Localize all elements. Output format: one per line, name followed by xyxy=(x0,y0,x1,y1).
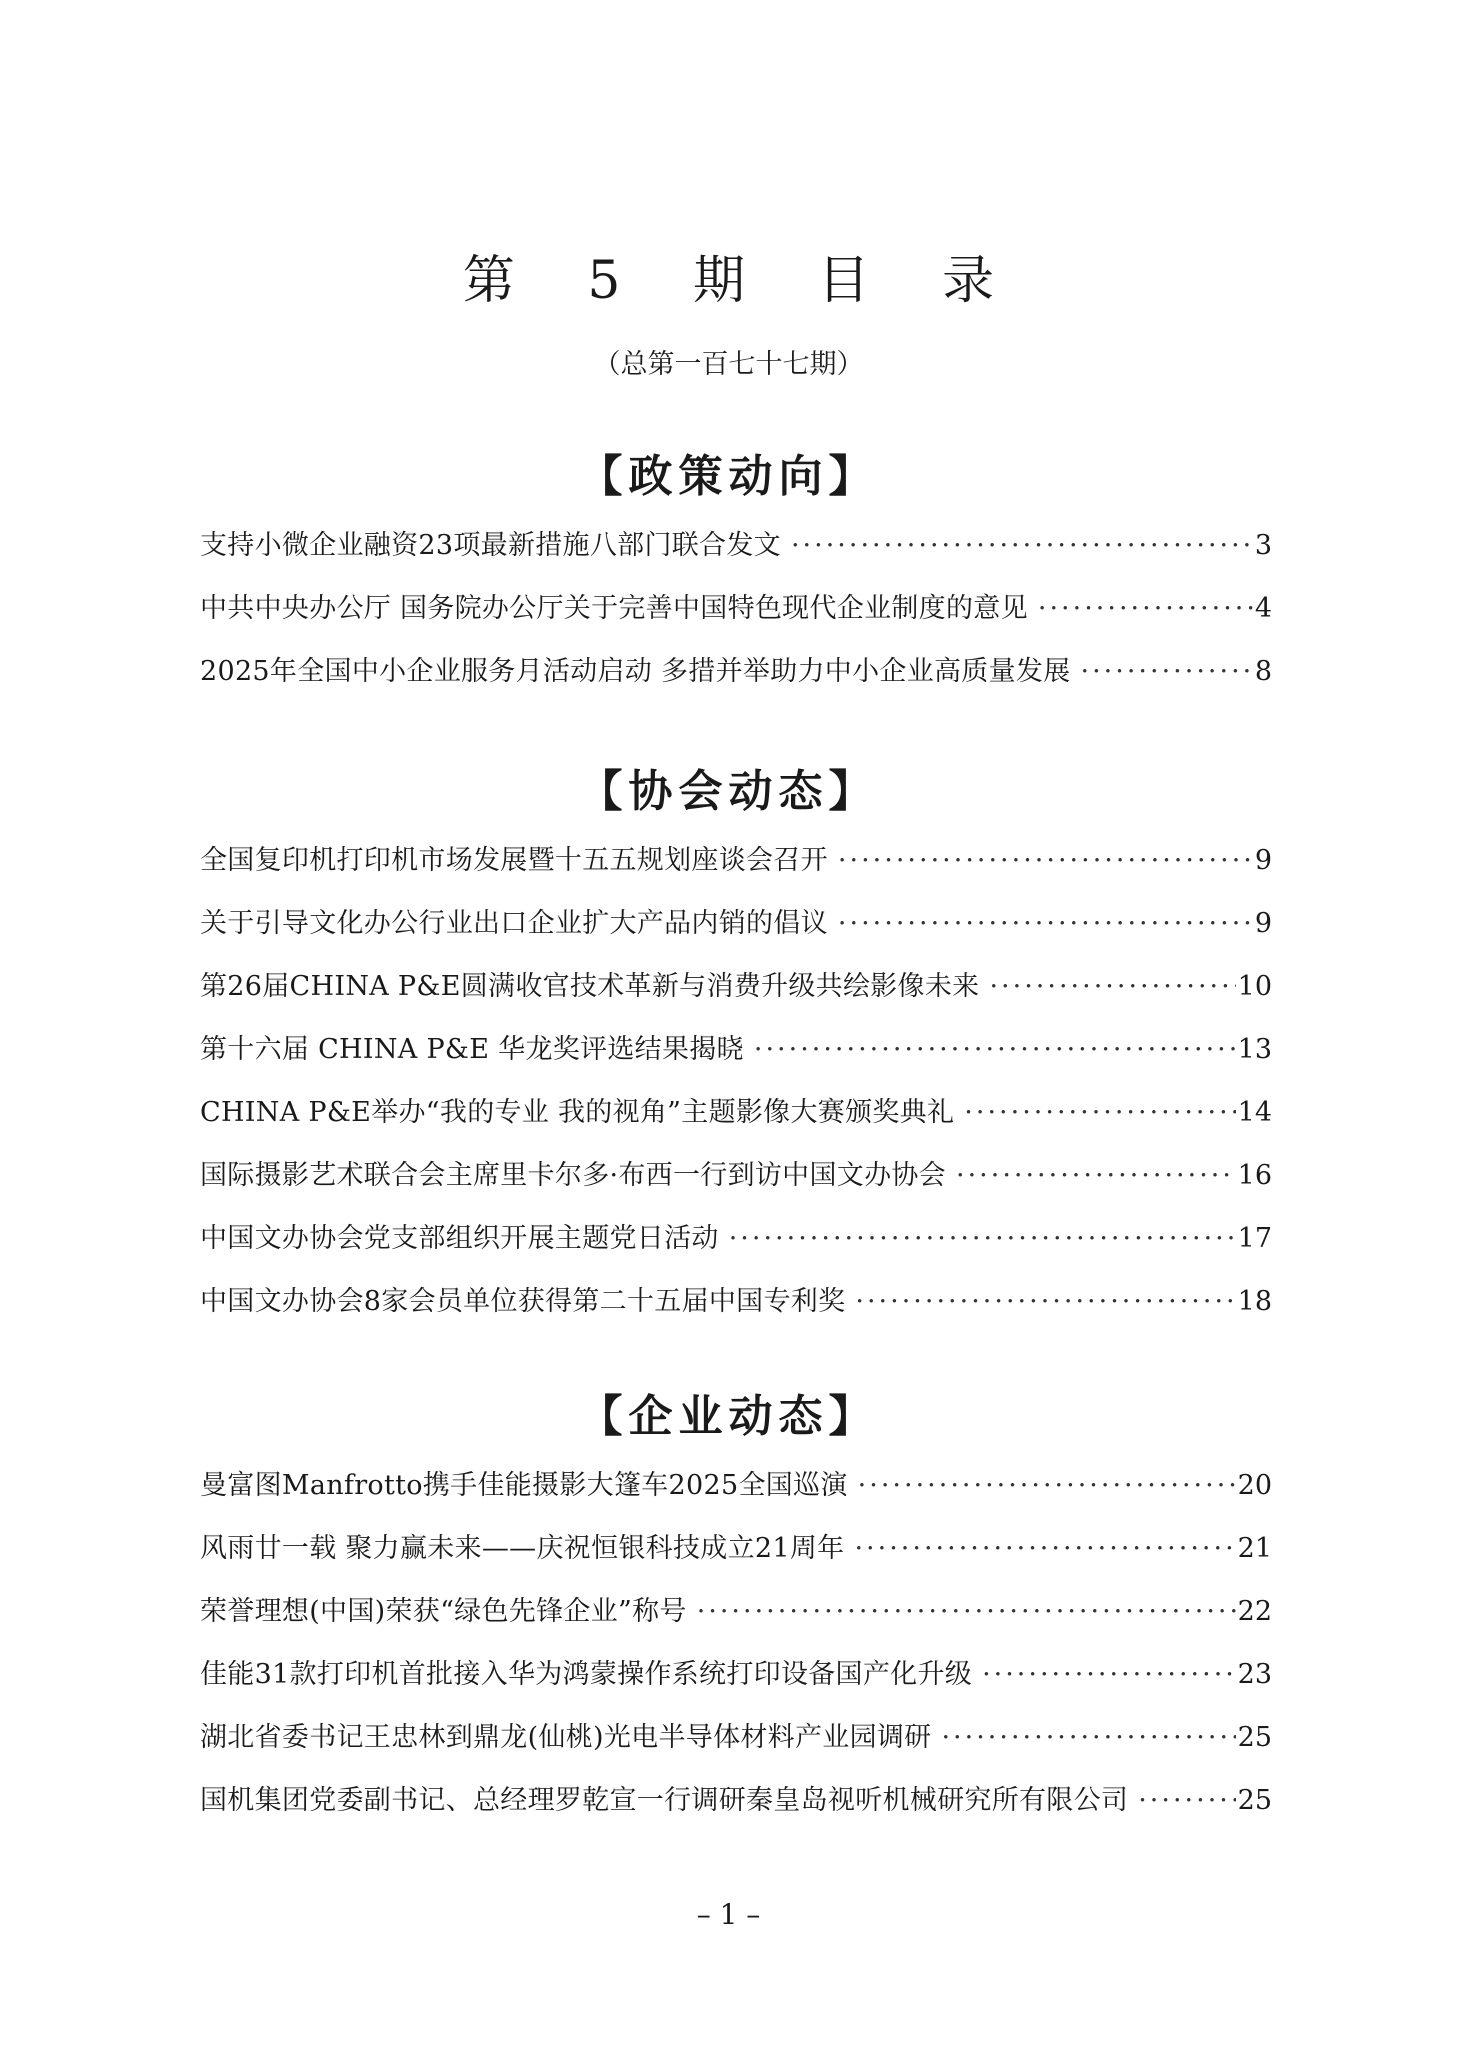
page-number: – 1 – xyxy=(696,1898,761,1931)
toc-entry-page: 16 xyxy=(1237,1160,1272,1191)
toc-list-association xyxy=(200,845,1272,1349)
toc-entry[interactable] xyxy=(200,1034,1272,1097)
toc-entry-title: 风雨廿一载 聚力赢未来——庆祝恒银科技成立21周年 xyxy=(200,1533,845,1564)
leader-dots xyxy=(858,1470,1236,1502)
toc-entry-page: 9 xyxy=(1254,845,1272,876)
toc-entry[interactable] xyxy=(200,1722,1272,1785)
toc-entry[interactable] xyxy=(200,1223,1272,1286)
toc-entry-page: 23 xyxy=(1237,1659,1272,1690)
toc-entry-title: CHINA P&E举办“我的专业 我的视角”主题影像大赛颁奖典礼 xyxy=(200,1097,955,1128)
toc-entry-page: 10 xyxy=(1237,971,1272,1002)
toc-entry-title: 荣誉理想(中国)荣获“绿色先锋企业”称号 xyxy=(200,1596,687,1627)
toc-entry-title: 关于引导文化办公行业出口企业扩大产品内销的倡议 xyxy=(200,908,828,939)
toc-entry-title: 佳能31款打印机首批接入华为鸿蒙操作系统打印设备国产化升级 xyxy=(200,1659,973,1690)
toc-entry[interactable] xyxy=(200,1160,1272,1223)
leader-dots xyxy=(1138,1785,1235,1817)
toc-entry-page: 25 xyxy=(1237,1722,1272,1753)
toc-entry-title: 曼富图Manfrotto携手佳能摄影大篷车2025全国巡演 xyxy=(200,1470,848,1501)
toc-entry-title: 2025年全国中小企业服务月活动启动 多措并举助力中小企业高质量发展 xyxy=(200,656,1071,687)
toc-entry[interactable] xyxy=(200,1286,1272,1349)
toc-entry[interactable] xyxy=(200,1470,1272,1533)
leader-dots xyxy=(838,845,1253,877)
toc-entry-page: 3 xyxy=(1254,530,1272,561)
toc-entry[interactable] xyxy=(200,1785,1272,1848)
leader-dots xyxy=(697,1596,1236,1628)
toc-entry[interactable] xyxy=(200,908,1272,971)
toc-entry-title: 国机集团党委副书记、总经理罗乾宣一行调研秦皇岛视听机械研究所有限公司 xyxy=(200,1785,1129,1816)
toc-entry-page: 18 xyxy=(1237,1286,1272,1317)
toc-entry-page: 17 xyxy=(1237,1223,1272,1254)
toc-entry[interactable] xyxy=(200,1596,1272,1659)
leader-dots xyxy=(729,1223,1236,1255)
toc-entry-title: 中国文办协会8家会员单位获得第二十五届中国专利奖 xyxy=(200,1286,846,1317)
section-heading-enterprise: 【企业动态】 xyxy=(578,1391,879,1442)
leader-dots xyxy=(1081,656,1253,688)
leader-dots xyxy=(854,1533,1235,1565)
toc-entry-page: 22 xyxy=(1237,1596,1272,1627)
leader-dots xyxy=(855,1286,1235,1318)
toc-entry[interactable] xyxy=(200,1533,1272,1596)
toc-entry-title: 中共中央办公厅 国务院办公厅关于完善中国特色现代企业制度的意见 xyxy=(200,593,1028,624)
leader-dots xyxy=(754,1034,1236,1066)
section-heading-policy: 【政策动向】 xyxy=(578,451,879,502)
toc-entry[interactable] xyxy=(200,1659,1272,1722)
toc-entry-title: 湖北省委书记王忠林到鼎龙(仙桃)光电半导体材料产业园调研 xyxy=(200,1722,932,1753)
toc-entry-title: 全国复印机打印机市场发展暨十五五规划座谈会召开 xyxy=(200,845,828,876)
toc-entry-title: 国际摄影艺术联合会主席里卡尔多·布西一行到访中国文办协会 xyxy=(200,1160,946,1191)
leader-dots xyxy=(964,1097,1235,1129)
toc-entry-page: 13 xyxy=(1237,1034,1272,1065)
toc-entry-page: 14 xyxy=(1237,1097,1272,1128)
issue-subtitle: （总第一百七十七期） xyxy=(593,349,864,380)
toc-entry-page: 21 xyxy=(1237,1533,1272,1564)
toc-entry-page: 25 xyxy=(1237,1785,1272,1816)
toc-entry-page: 8 xyxy=(1254,656,1272,687)
leader-dots xyxy=(838,908,1253,940)
leader-dots xyxy=(982,1659,1236,1691)
section-heading-association: 【协会动态】 xyxy=(578,766,879,817)
toc-entry-page: 4 xyxy=(1254,593,1272,624)
leader-dots xyxy=(989,971,1235,1003)
toc-entry-title: 中国文办协会党支部组织开展主题党日活动 xyxy=(200,1223,719,1254)
leader-dots xyxy=(1038,593,1253,625)
leader-dots xyxy=(941,1722,1235,1754)
toc-list-policy xyxy=(200,530,1272,719)
toc-entry-page: 20 xyxy=(1237,1470,1272,1501)
toc-list-enterprise xyxy=(200,1470,1272,1848)
toc-entry[interactable] xyxy=(200,1097,1272,1160)
toc-title: 第 5 期 目 录 xyxy=(462,251,1023,311)
toc-entry-title: 支持小微企业融资23项最新措施八部门联合发文 xyxy=(200,530,781,561)
toc-entry[interactable] xyxy=(200,530,1272,593)
toc-entry[interactable] xyxy=(200,971,1272,1034)
leader-dots xyxy=(791,530,1253,562)
toc-entry-title: 第26届CHINA P&E圆满收官技术革新与消费升级共绘影像未来 xyxy=(200,971,980,1002)
toc-entry[interactable] xyxy=(200,845,1272,908)
leader-dots xyxy=(956,1160,1236,1192)
toc-entry[interactable] xyxy=(200,593,1272,656)
toc-entry-page: 9 xyxy=(1254,908,1272,939)
toc-entry-title: 第十六届 CHINA P&E 华龙奖评选结果揭晓 xyxy=(200,1034,744,1065)
toc-entry[interactable] xyxy=(200,656,1272,719)
